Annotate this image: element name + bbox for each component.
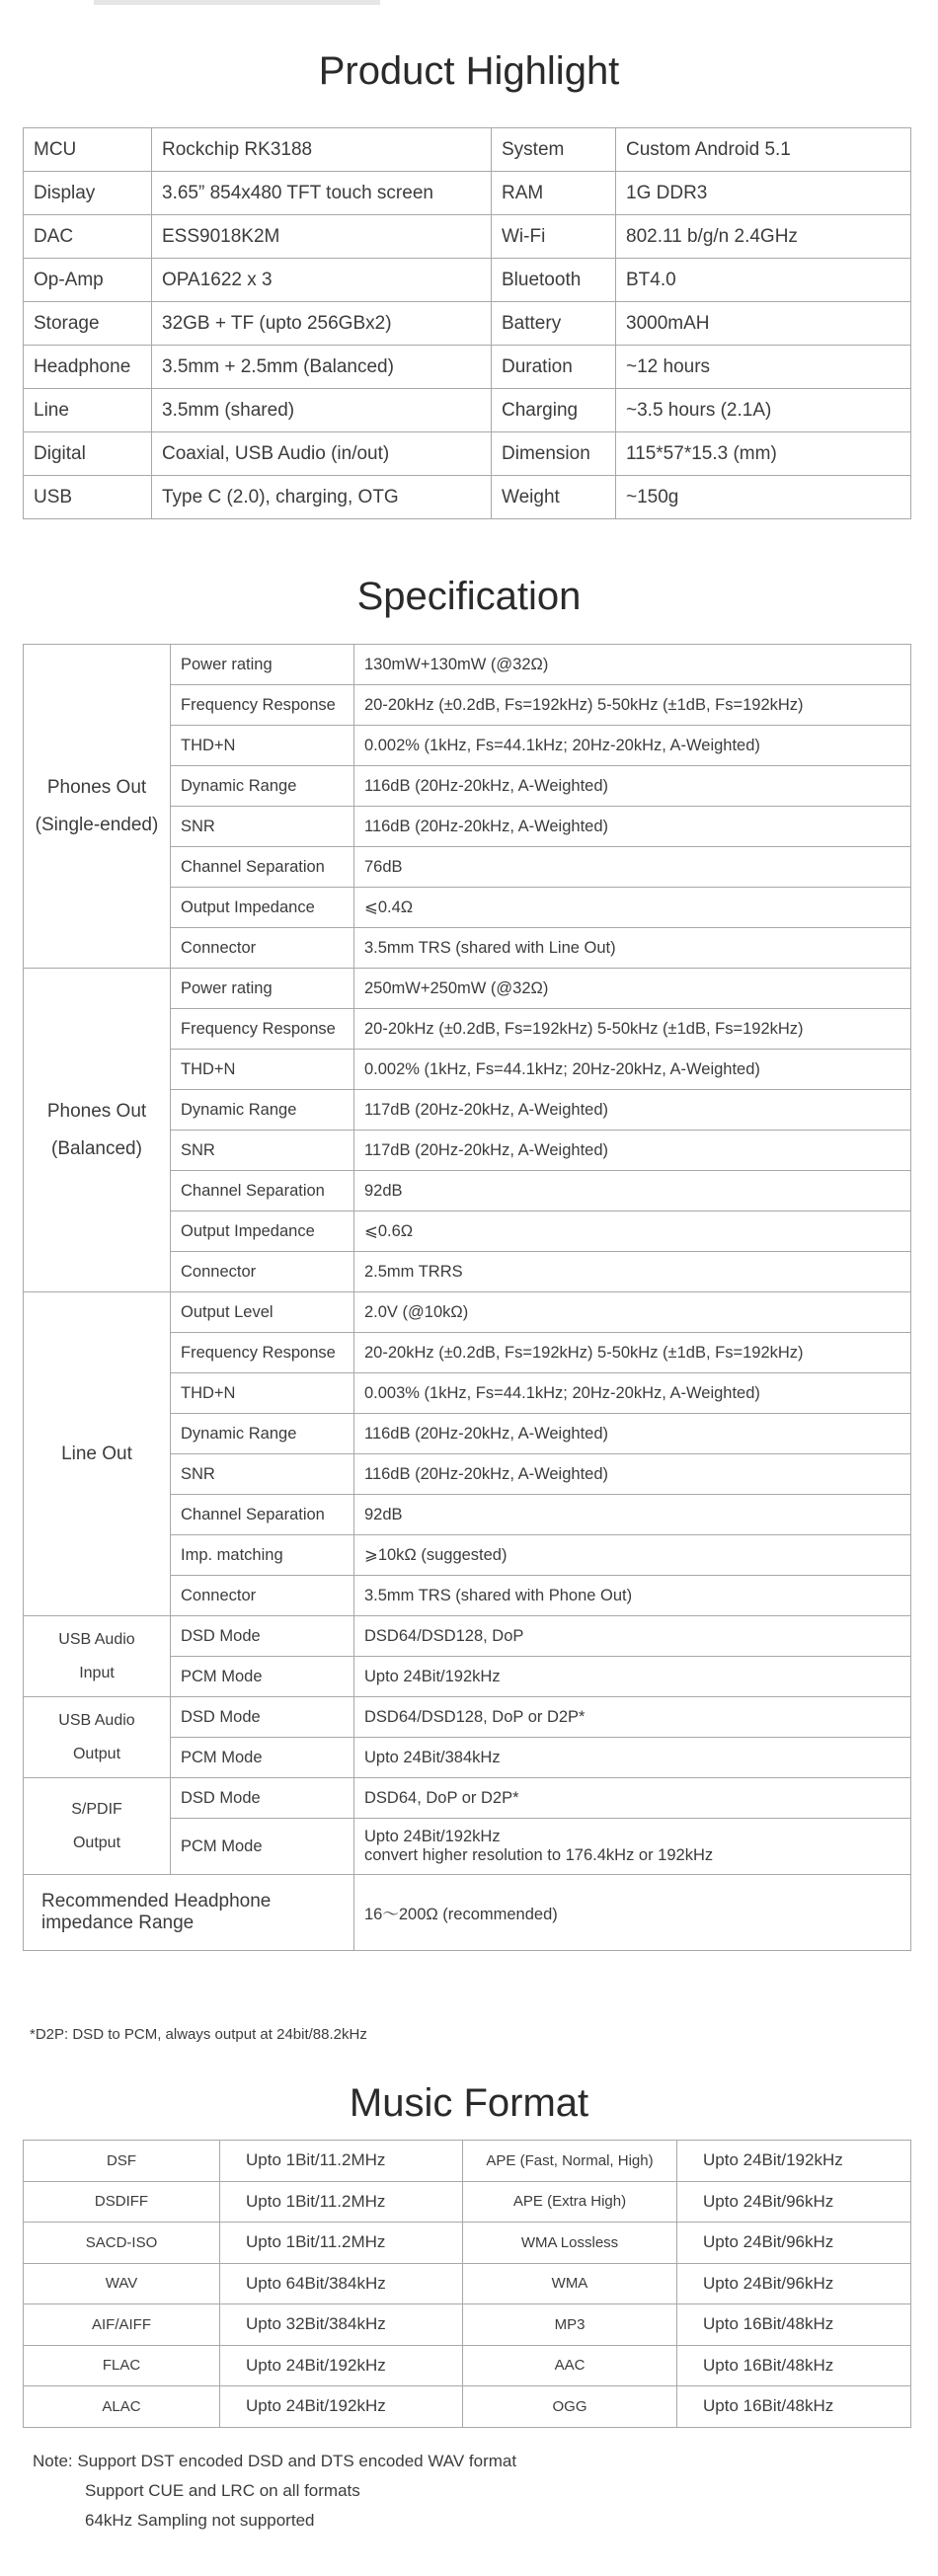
music-format-row [24, 2263, 911, 2304]
spec-value: Upto 24Bit/192kHz convert higher resolution to 176.4kHz or 192kHz [354, 1819, 911, 1875]
highlight-label: Charging [492, 389, 616, 432]
format-name: AAC [463, 2345, 677, 2386]
format-name: AIF/AIFF [24, 2304, 220, 2346]
spec-group-label: Phones Out (Single-ended) [24, 645, 171, 969]
format-support: Upto 32Bit/384kHz [220, 2304, 463, 2346]
spec-group-label: S/PDIF Output [24, 1778, 171, 1875]
spec-value: ⩽0.6Ω [354, 1211, 911, 1252]
format-name: FLAC [24, 2345, 220, 2386]
spec-parameter: Channel Separation [171, 847, 354, 888]
highlight-label: Wi-Fi [492, 215, 616, 259]
highlight-value: 1G DDR3 [616, 172, 911, 215]
spec-parameter: Channel Separation [171, 1495, 354, 1535]
music-format-row [24, 2223, 911, 2264]
spec-row [24, 645, 911, 685]
spec-parameter: Dynamic Range [171, 766, 354, 807]
spec-value: 92dB [354, 1495, 911, 1535]
spec-value: 130mW+130mW (@32Ω) [354, 645, 911, 685]
d2p-footnote: *D2P: DSD to PCM, always output at 24bit/88.2kHz [30, 2026, 367, 2043]
spec-parameter: SNR [171, 1131, 354, 1171]
spec-parameter: Connector [171, 928, 354, 969]
highlight-label: Duration [492, 346, 616, 389]
highlight-label: Bluetooth [492, 259, 616, 302]
spec-value: 92dB [354, 1171, 911, 1211]
spec-group-label: USB Audio Output [24, 1697, 171, 1778]
music-format-row [24, 2304, 911, 2346]
highlight-label: Display [24, 172, 152, 215]
format-name: WMA [463, 2263, 677, 2304]
format-support: Upto 24Bit/192kHz [677, 2141, 911, 2182]
highlight-label: Dimension [492, 432, 616, 476]
spec-parameter: THD+N [171, 1050, 354, 1090]
spec-parameter: Connector [171, 1576, 354, 1616]
highlight-row [24, 346, 911, 389]
spec-value: 117dB (20Hz-20kHz, A-Weighted) [354, 1131, 911, 1171]
spec-parameter: Channel Separation [171, 1171, 354, 1211]
highlight-value: Type C (2.0), charging, OTG [152, 476, 492, 519]
highlight-label: Digital [24, 432, 152, 476]
highlight-row [24, 432, 911, 476]
highlight-value: ESS9018K2M [152, 215, 492, 259]
format-name: DSDIFF [24, 2181, 220, 2223]
spec-parameter: DSD Mode [171, 1697, 354, 1738]
highlight-value: ~3.5 hours (2.1A) [616, 389, 911, 432]
spec-value: 2.0V (@10kΩ) [354, 1292, 911, 1333]
music-format-row [24, 2386, 911, 2428]
spec-parameter: SNR [171, 1454, 354, 1495]
spec-parameter: DSD Mode [171, 1616, 354, 1657]
spec-row-recommended [24, 1875, 911, 1951]
spec-row [24, 969, 911, 1009]
highlight-label: System [492, 128, 616, 172]
spec-value: DSD64/DSD128, DoP [354, 1616, 911, 1657]
recommended-impedance-label: Recommended Headphone impedance Range [24, 1875, 354, 1951]
format-support: Upto 16Bit/48kHz [677, 2386, 911, 2428]
format-name: OGG [463, 2386, 677, 2428]
spec-row [24, 1616, 911, 1657]
spec-group-label: USB Audio Input [24, 1616, 171, 1697]
spec-value: 0.002% (1kHz, Fs=44.1kHz; 20Hz-20kHz, A-Weighted) [354, 1050, 911, 1090]
highlight-label: USB [24, 476, 152, 519]
highlight-label: Battery [492, 302, 616, 346]
spec-parameter: PCM Mode [171, 1657, 354, 1697]
highlight-label: Headphone [24, 346, 152, 389]
music-format-title: Music Format [349, 2081, 589, 2125]
spec-parameter: Dynamic Range [171, 1414, 354, 1454]
spec-value: 0.003% (1kHz, Fs=44.1kHz; 20Hz-20kHz, A-Weighted) [354, 1373, 911, 1414]
highlight-row [24, 128, 911, 172]
spec-value: Upto 24Bit/384kHz [354, 1738, 911, 1778]
format-support: Upto 24Bit/192kHz [220, 2386, 463, 2428]
spec-parameter: DSD Mode [171, 1778, 354, 1819]
highlight-value: 802.11 b/g/n 2.4GHz [616, 215, 911, 259]
spec-value: 76dB [354, 847, 911, 888]
highlight-value: 3.65” 854x480 TFT touch screen [152, 172, 492, 215]
spec-group-label: Phones Out (Balanced) [24, 969, 171, 1292]
music-format-table [23, 2140, 911, 2428]
spec-value: 2.5mm TRRS [354, 1252, 911, 1292]
highlight-label: RAM [492, 172, 616, 215]
format-support: Upto 24Bit/192kHz [220, 2345, 463, 2386]
music-notes [33, 2447, 516, 2536]
highlight-value: BT4.0 [616, 259, 911, 302]
highlight-value: Coaxial, USB Audio (in/out) [152, 432, 492, 476]
spec-value: 116dB (20Hz-20kHz, A-Weighted) [354, 766, 911, 807]
spec-value: Upto 24Bit/192kHz [354, 1657, 911, 1697]
highlight-value: 115*57*15.3 (mm) [616, 432, 911, 476]
format-support: Upto 16Bit/48kHz [677, 2345, 911, 2386]
highlight-value: 3000mAH [616, 302, 911, 346]
highlight-label: DAC [24, 215, 152, 259]
spec-parameter: Power rating [171, 969, 354, 1009]
highlight-value: ~150g [616, 476, 911, 519]
spec-value: 20-20kHz (±0.2dB, Fs=192kHz) 5-50kHz (±1dB, Fs=192kHz) [354, 1333, 911, 1373]
highlight-label: MCU [24, 128, 152, 172]
format-support: Upto 1Bit/11.2MHz [220, 2223, 463, 2264]
format-support: Upto 1Bit/11.2MHz [220, 2181, 463, 2223]
product-highlight-title: Product Highlight [318, 49, 620, 93]
format-support: Upto 24Bit/96kHz [677, 2263, 911, 2304]
top-divider [94, 0, 380, 5]
spec-parameter: Output Level [171, 1292, 354, 1333]
spec-value: DSD64, DoP or D2P* [354, 1778, 911, 1819]
format-name: MP3 [463, 2304, 677, 2346]
spec-value: 3.5mm TRS (shared with Phone Out) [354, 1576, 911, 1616]
highlight-value: Rockchip RK3188 [152, 128, 492, 172]
highlight-row [24, 259, 911, 302]
spec-value: ⩽0.4Ω [354, 888, 911, 928]
highlight-label: Op-Amp [24, 259, 152, 302]
spec-parameter: Frequency Response [171, 1009, 354, 1050]
spec-parameter: THD+N [171, 726, 354, 766]
spec-value: 20-20kHz (±0.2dB, Fs=192kHz) 5-50kHz (±1dB, Fs=192kHz) [354, 685, 911, 726]
highlight-row [24, 215, 911, 259]
spec-group-label: Line Out [24, 1292, 171, 1616]
spec-value: DSD64/DSD128, DoP or D2P* [354, 1697, 911, 1738]
spec-value: 20-20kHz (±0.2dB, Fs=192kHz) 5-50kHz (±1dB, Fs=192kHz) [354, 1009, 911, 1050]
recommended-impedance-value: 16～200Ω (recommended) [354, 1875, 911, 1951]
format-support: Upto 24Bit/96kHz [677, 2181, 911, 2223]
spec-parameter: Dynamic Range [171, 1090, 354, 1131]
spec-value: 0.002% (1kHz, Fs=44.1kHz; 20Hz-20kHz, A-Weighted) [354, 726, 911, 766]
note-line: Note: Support DST encoded DSD and DTS encoded WAV format [33, 2452, 517, 2470]
spec-parameter: PCM Mode [171, 1738, 354, 1778]
highlight-label: Line [24, 389, 152, 432]
highlight-row [24, 172, 911, 215]
music-format-row [24, 2141, 911, 2182]
spec-parameter: Connector [171, 1252, 354, 1292]
spec-parameter: Frequency Response [171, 685, 354, 726]
spec-value: 116dB (20Hz-20kHz, A-Weighted) [354, 1454, 911, 1495]
note-line: 64kHz Sampling not supported [85, 2511, 315, 2530]
format-name: SACD-ISO [24, 2223, 220, 2264]
format-name: ALAC [24, 2386, 220, 2428]
format-name: APE (Fast, Normal, High) [463, 2141, 677, 2182]
specification-table [23, 644, 911, 1951]
spec-value: ⩾10kΩ (suggested) [354, 1535, 911, 1576]
highlight-value: OPA1622 x 3 [152, 259, 492, 302]
format-support: Upto 16Bit/48kHz [677, 2304, 911, 2346]
spec-row [24, 1697, 911, 1738]
specification-title: Specification [356, 575, 582, 618]
format-name: APE (Extra High) [463, 2181, 677, 2223]
product-highlight-table [23, 127, 911, 519]
format-name: WMA Lossless [463, 2223, 677, 2264]
music-format-row [24, 2181, 911, 2223]
format-name: DSF [24, 2141, 220, 2182]
highlight-value: Custom Android 5.1 [616, 128, 911, 172]
note-line: Support CUE and LRC on all formats [85, 2481, 360, 2500]
spec-parameter: Output Impedance [171, 888, 354, 928]
highlight-value: 3.5mm (shared) [152, 389, 492, 432]
spec-parameter: SNR [171, 807, 354, 847]
format-support: Upto 24Bit/96kHz [677, 2223, 911, 2264]
music-format-row [24, 2345, 911, 2386]
highlight-value: 3.5mm + 2.5mm (Balanced) [152, 346, 492, 389]
spec-parameter: Imp. matching [171, 1535, 354, 1576]
spec-value: 3.5mm TRS (shared with Line Out) [354, 928, 911, 969]
highlight-row [24, 389, 911, 432]
highlight-label: Weight [492, 476, 616, 519]
format-support: Upto 64Bit/384kHz [220, 2263, 463, 2304]
highlight-row [24, 476, 911, 519]
format-name: WAV [24, 2263, 220, 2304]
spec-row [24, 1778, 911, 1819]
spec-value: 116dB (20Hz-20kHz, A-Weighted) [354, 1414, 911, 1454]
spec-value: 116dB (20Hz-20kHz, A-Weighted) [354, 807, 911, 847]
spec-parameter: THD+N [171, 1373, 354, 1414]
highlight-value: 32GB + TF (upto 256GBx2) [152, 302, 492, 346]
highlight-row [24, 302, 911, 346]
spec-parameter: PCM Mode [171, 1819, 354, 1875]
spec-value: 117dB (20Hz-20kHz, A-Weighted) [354, 1090, 911, 1131]
spec-parameter: Power rating [171, 645, 354, 685]
spec-row [24, 1292, 911, 1333]
spec-parameter: Output Impedance [171, 1211, 354, 1252]
spec-parameter: Frequency Response [171, 1333, 354, 1373]
highlight-value: ~12 hours [616, 346, 911, 389]
highlight-label: Storage [24, 302, 152, 346]
format-support: Upto 1Bit/11.2MHz [220, 2141, 463, 2182]
spec-value: 250mW+250mW (@32Ω) [354, 969, 911, 1009]
